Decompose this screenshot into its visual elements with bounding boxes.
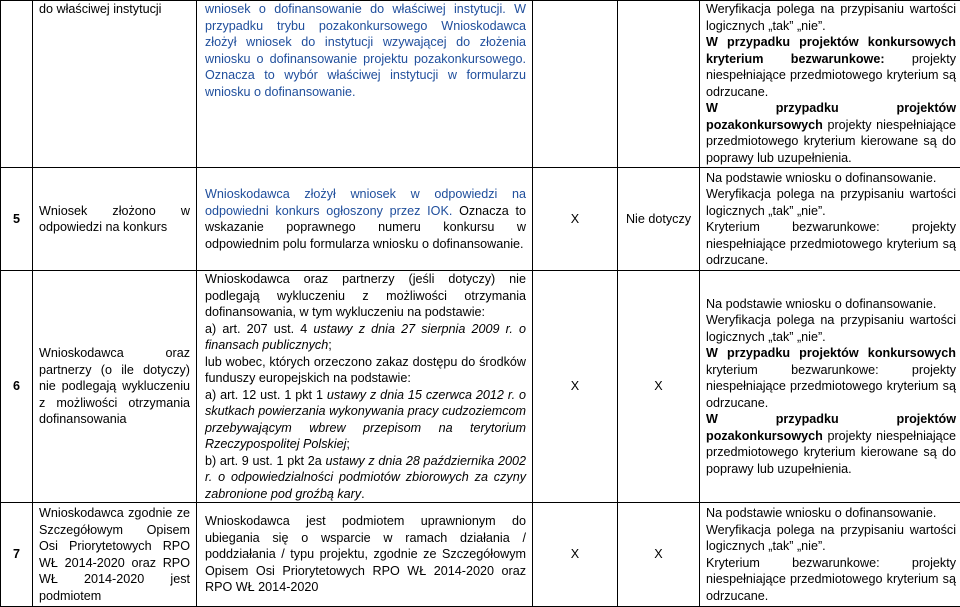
- verification-text: Na podstawie wniosku o dofinansowanie.: [706, 296, 956, 313]
- row-number: 7: [1, 503, 33, 607]
- legal-ref: b) art. 9 ust. 1 pkt 2a: [205, 454, 325, 468]
- criterion-name: Wnioskodawca zgodnie ze Szczegółowym Opisem Osi Priorytetowych RPO WŁ 2014-2020 oraz RPO WŁ 2014-2020 jest podmiotem: [33, 503, 197, 607]
- verification-rest: projekty niespełniające przedmiotowego kryterium kierowane są do poprawy lub uzupełnienia.: [706, 429, 956, 476]
- description-text: lub wobec, których orzeczono zakaz dostępu do środków funduszy europejskich na podstawie:: [205, 354, 526, 387]
- legal-act: ustawy z dnia 28 października 2002 r. o odpowiedzialności podmiotów zbiorowych za czyny zabronione pod groźbą kary: [205, 454, 526, 501]
- verification-bold: W przypadku projektów pozakonkursowych: [706, 412, 956, 443]
- verification-text: Weryfikacja polega na przypisaniu wartości logicznych „tak” „nie”.: [706, 312, 956, 345]
- row-number: 6: [1, 271, 33, 503]
- punct: .: [361, 487, 365, 501]
- verification-rest: projekty niespełniające przedmiotowego kryterium są odrzucane.: [706, 52, 956, 99]
- applicability-mark: Nie dotyczy: [618, 168, 700, 271]
- verification-method: [700, 168, 960, 271]
- table-row: [1, 503, 960, 607]
- verification-bold: W przypadku projektów pozakonkursowych: [706, 101, 956, 132]
- verification-bold: W przypadku projektów konkursowych: [706, 346, 956, 360]
- punct: ;: [328, 338, 332, 352]
- applicability-mark: X: [618, 271, 700, 503]
- applicability-mark: X: [533, 168, 618, 271]
- criterion-name: do właściwej instytucji: [33, 1, 197, 168]
- description-text: wniosek o dofinansowanie do właściwej instytucji. W przypadku trybu pozakonkursowego Wnioskodawca złożył wniosek do instytucji wzywającej do złożenia wniosku o dofinansowanie projektu pozakonkursowego. Oznacza to wybór właściwej instytucji w formularzu wniosku o dofinansowanie.: [205, 1, 526, 100]
- row-number: [1, 1, 33, 168]
- applicability-mark: X: [618, 503, 700, 607]
- verification-text: Kryterium bezwarunkowe: projekty niespełniające przedmiotowego kryterium są odrzucane.: [706, 219, 956, 269]
- verification-rest: projekty niespełniające przedmiotowego kryterium kierowane są do poprawy lub uzupełnienia.: [706, 118, 956, 165]
- description-part: Oznacza to wskazanie poprawnego numeru konkursu w odpowiednim polu formularza wniosku o dofinansowanie.: [205, 204, 526, 251]
- criterion-description: [197, 168, 533, 271]
- verification-method: [700, 503, 960, 607]
- description-part: Wnioskodawca złożył wniosek w odpowiedzi na odpowiedni konkurs ogłoszony przez IOK.: [205, 187, 526, 218]
- description-text: [205, 387, 526, 453]
- table-row: [1, 1, 960, 168]
- verification-text: Weryfikacja polega na przypisaniu wartości logicznych „tak” „nie”.: [706, 1, 956, 34]
- punct: ;: [346, 437, 350, 451]
- verification-text: [706, 411, 956, 477]
- verification-method: [700, 271, 960, 503]
- verification-text: [706, 34, 956, 100]
- applicability-mark: X: [533, 503, 618, 607]
- criterion-name: Wniosek złożono w odpowiedzi na konkurs: [33, 168, 197, 271]
- legal-act: ustawy z dnia 15 czerwca 2012 r. o skutkach powierzania wykonywania pracy cudzoziemcom przebywającym wbrew przepisom na terytorium Rzeczypospolitej Polskiej: [205, 388, 526, 452]
- applicability-cell-1: [533, 1, 618, 168]
- verification-text: Kryterium bezwarunkowe: projekty niespełniające przedmiotowego kryterium są odrzucane.: [706, 555, 956, 605]
- applicability-cell-2: [618, 1, 700, 168]
- criterion-name: Wnioskodawca oraz partnerzy (o ile dotyczy) nie podlegają wykluczeniu z możliwości otrzymania dofinansowania: [33, 271, 197, 503]
- verification-text: Na podstawie wniosku o dofinansowanie.: [706, 170, 956, 187]
- verification-text: Weryfikacja polega na przypisaniu wartości logicznych „tak” „nie”.: [706, 186, 956, 219]
- criterion-description: [197, 503, 533, 607]
- verification-method: [700, 1, 960, 168]
- applicability-mark: X: [533, 271, 618, 503]
- description-text: Wnioskodawca oraz partnerzy (jeśli dotyczy) nie podlegają wykluczeniu z możliwości otrzymania dofinansowania, w tym wykluczeniu na podstawie:: [205, 271, 526, 321]
- description-text: [205, 453, 526, 503]
- description-text: [205, 321, 526, 354]
- verification-text: Na podstawie wniosku o dofinansowanie.: [706, 505, 956, 522]
- verification-text: [706, 100, 956, 166]
- table-row: [1, 271, 960, 503]
- verification-bold: W przypadku projektów konkursowych kryterium bezwarunkowe:: [706, 35, 956, 66]
- legal-ref: a) art. 12 ust. 1 pkt 1: [205, 388, 327, 402]
- verification-text: [706, 345, 956, 411]
- verification-rest: kryterium bezwarunkowe: projekty niespełniające przedmiotowego kryterium są odrzucane.: [706, 363, 956, 410]
- criterion-description: [197, 271, 533, 503]
- criterion-description: [197, 1, 533, 168]
- verification-text: Weryfikacja polega na przypisaniu wartości logicznych „tak” „nie”.: [706, 522, 956, 555]
- description-text: [205, 186, 526, 252]
- legal-ref: a) art. 207 ust. 4: [205, 322, 313, 336]
- description-text: Wnioskodawca jest podmiotem uprawnionym do ubiegania się o wsparcie w ramach działania / poddziałania / typu projektu, zgodnie ze Szczegółowym Opisem Osi Priorytetowych RPO WŁ 2014-2020 oraz RPO WŁ 2014-2020: [205, 513, 526, 596]
- row-number: 5: [1, 168, 33, 271]
- legal-act: ustawy z dnia 27 sierpnia 2009 r. o finansach publicznych: [205, 322, 526, 353]
- table-row: [1, 168, 960, 271]
